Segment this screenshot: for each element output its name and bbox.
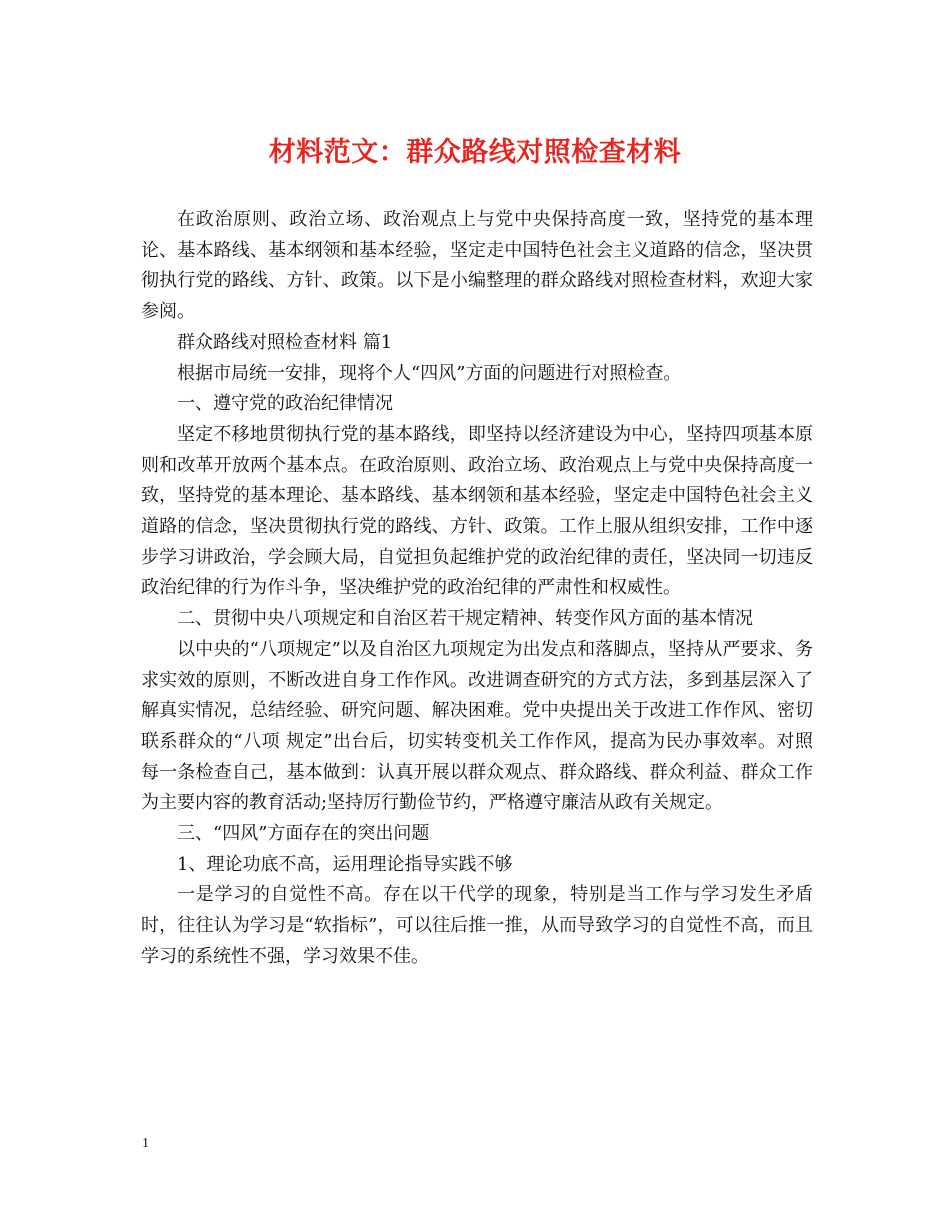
page-number: 1 <box>142 1136 149 1151</box>
body-paragraph: 坚定不移地贯彻执行党的基本路线，即坚持以经济建设为中心，坚持四项基本原则和改革开放两个基本点。在政治原则、政治立场、政治观点上与党中央保持高度一致，坚持党的基本理论、基本路线、基本纲领和基本经验，坚定走中国特色社会主义道路的信念，坚决贯彻执行党的路线、方针、政策。工作上服从组织安排，工作中逐步学习讲政治，学会顾大局，自觉担负起维护党的政治纪律的责任，坚决同一切违反政治纪律的行为作斗争，坚决维护党的政治纪律的严肃性和权威性。 <box>141 423 813 599</box>
section-heading-part-1: 群众路线对照检查材料 篇1 <box>177 331 393 353</box>
body-paragraph: 一是学习的自觉性不高。存在以干代学的现象，特别是当工作与学习发生矛盾时，往往认为学习是“软指标”，可以往后推一推，从而导致学习的自觉性不高，而且学习的系统性不强，学习效果不佳。 <box>141 884 813 967</box>
section-heading: 三、“四风”方面存在的突出问题 <box>177 823 430 845</box>
document-title: 材料范文：群众路线对照检查材料 <box>268 137 682 168</box>
section-heading: 一、遵守党的政治纪律情况 <box>177 393 393 415</box>
subsection-heading: 1、理论功底不高，运用理论指导实践不够 <box>177 853 513 875</box>
document-body <box>141 205 813 973</box>
body-paragraph: 根据市局统一安排，现将个人“四风”方面的问题进行对照检查。 <box>177 362 682 384</box>
body-paragraph: 以中央的“八项规定”以及自治区九项规定为出发点和落脚点，坚持从严要求、务求实效的原则，不断改进自身工作作风。改进调查研究的方式方法，多到基层深入了解真实情况，总结经验、研究问题、解决困难。党中央提出关于改进工作作风、密切联系群众的“八项 规定”出台后，切实转变机关工作作风，提高为民办事效率。对照每一条检查自己，基本做到：认真开展以群众观点、群众路线、群众利益、群众工作为主要内容的教育活动;坚持厉行勤俭节约，严格遵守廉洁从政有关规定。 <box>141 638 813 814</box>
intro-paragraph: 在政治原则、政治立场、政治观点上与党中央保持高度一致，坚持党的基本理论、基本路线、基本纲领和基本经验，坚定走中国特色社会主义道路的信念，坚决贯彻执行党的路线、方针、政策。以下是小编整理的群众路线对照检查材料，欢迎大家参阅。 <box>141 209 813 323</box>
section-heading: 二、贯彻中央八项规定和自治区若干规定精神、转变作风方面的基本情况 <box>177 608 753 630</box>
